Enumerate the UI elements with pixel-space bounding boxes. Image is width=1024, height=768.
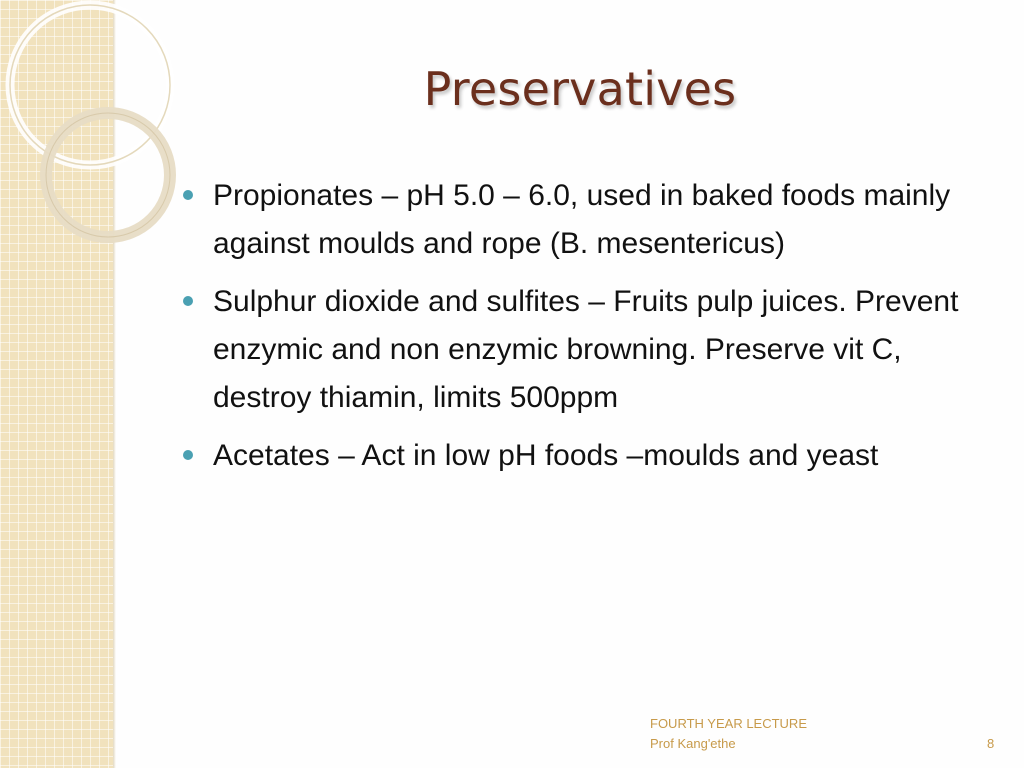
page-number: 8 [987,736,995,751]
bullet-dot-icon [183,190,193,200]
bullet-dot-icon [183,296,193,306]
footer-author: Prof Kang'ethe [650,736,736,751]
slide-title: Preservatives [423,62,737,116]
bullet-text: Propionates – pH 5.0 – 6.0, used in baked foods mainly against moulds and rope (B. mesentericus) [213,179,951,260]
bullet-item [183,172,993,268]
bullet-item [183,432,993,480]
bullet-dot-icon [183,450,193,460]
bullet-item [183,278,993,422]
footer-course: FOURTH YEAR LECTURE [650,716,807,731]
deco-circle-large [10,5,170,165]
deco-circle-small [46,113,170,237]
bullet-text: Acetates – Act in low pH foods –moulds and yeast [213,439,879,472]
slide-footer [650,714,807,754]
bullet-list [183,172,993,490]
decorative-circles [0,0,200,300]
bullet-text: Sulphur dioxide and sulfites – Fruits pulp juices. Prevent enzymic and non enzymic browning. Preserve vit C, destroy thiamin, limits 500ppm [213,285,959,414]
